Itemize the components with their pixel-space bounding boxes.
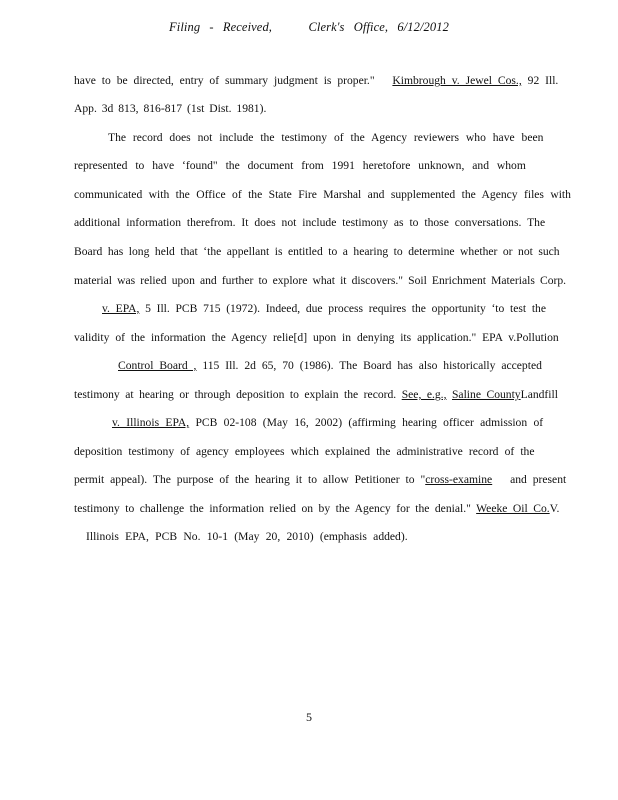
header-date: 6/12/2012: [397, 20, 449, 34]
text-line-5: communicated with the Office of the State Fire Marshal and supplemented the Agency files with: [74, 188, 571, 201]
text-line-6: additional information therefrom. It does not include testimony as to those conversations. The: [74, 216, 546, 229]
text-line-15: permit appeal). The purpose of the hearing it to allow Petitioner to "cross-examine and present: [74, 473, 567, 486]
text-line-11: Control Board , 115 Ill. 2d 65, 70 (1986). The Board has also historically accepted: [74, 358, 544, 374]
header-office: Office,: [353, 20, 389, 34]
text-line-8: material was relied upon and further to explore what it discovers." Soil Enrichment Materials Corp.: [74, 274, 567, 287]
text-line-10: validity of the information the Agency relie[d] upon in denying its application." EPA v.Pollution: [74, 331, 559, 344]
page-number: 5: [306, 710, 312, 724]
text-line-9: v. EPA, 5 Ill. PCB 715 (1972). Indeed, due process requires the opportunity ‘to test the: [74, 301, 544, 317]
text-line-17: Illinois EPA, PCB No. 10-1 (May 20, 2010) (emphasis added).: [86, 530, 408, 543]
text-line-14: deposition testimony of agency employees which explained the administrative record of the: [74, 445, 535, 458]
text-line-3: The record does not include the testimony of the Agency reviewers who have been: [108, 131, 544, 144]
text-line-2: App. 3d 813, 816-817 (1st Dist. 1981).: [74, 102, 267, 115]
case-citation-weeke: Weeke Oil Co.: [476, 502, 550, 515]
case-citation-kimbrough: Kimbrough v. Jewel Cos.,: [392, 74, 522, 87]
text-line-12: testimony at hearing or through deposition to explain the record. See, e.g., Saline CountyLandfill: [74, 388, 558, 401]
emphasis-cross-examine: cross-examine: [425, 473, 493, 486]
signal-see-eg: See, e.g.,: [401, 388, 447, 401]
case-citation-control-board: Control Board ,: [118, 359, 197, 372]
case-citation-saline: Saline County: [451, 388, 521, 401]
case-citation-epa: v. EPA,: [102, 302, 140, 315]
case-citation-illinois-epa: v. Illinois EPA,: [112, 416, 190, 429]
header-clerks: Clerk's: [308, 20, 345, 34]
text-line-4: represented to have ‘found" the document from 1991 heretofore unknown, and whom: [74, 159, 526, 172]
filing-header: [0, 20, 618, 35]
header-filing: Filing: [169, 20, 201, 34]
header-received: - Received,: [209, 20, 273, 34]
text-line-1: have to be directed, entry of summary judgment is proper." Kimbrough v. Jewel Cos., 92 Ill.: [74, 74, 559, 87]
text-line-13: v. Illinois EPA, PCB 02-108 (May 16, 2002) (affirming hearing officer admission of: [74, 415, 544, 431]
text-line-16: testimony to challenge the information relied on by the Agency for the denial." Weeke Oil Co.V.: [74, 502, 560, 515]
text-line-7: Board has long held that ‘the appellant is entitled to a hearing to determine whether or not such: [74, 245, 560, 258]
